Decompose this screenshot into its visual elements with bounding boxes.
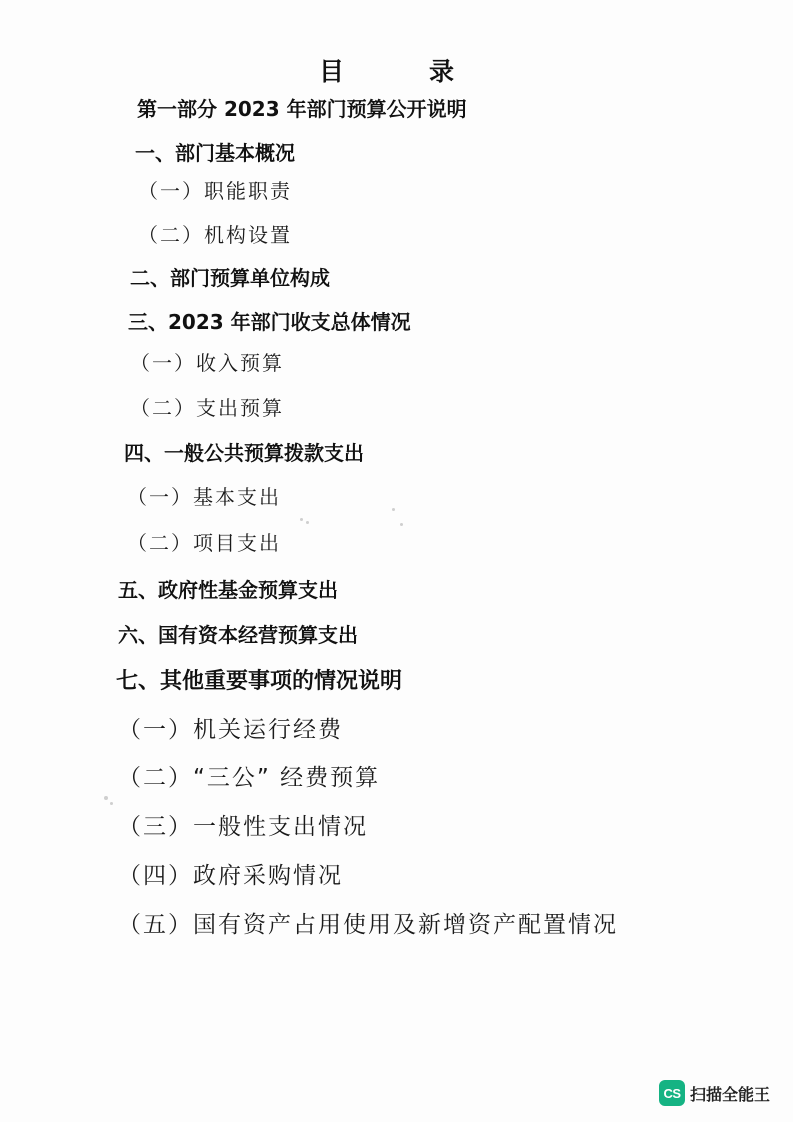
toc-entry-7-2: （二）“三公” 经费预算	[118, 765, 381, 791]
toc-entry-3-1: （一）收入预算	[130, 351, 284, 375]
toc-entry-3-2: （二）支出预算	[130, 396, 284, 420]
toc-entry-section-1: 一、部门基本概况	[135, 141, 295, 165]
toc-entry-7-3: （三）一般性支出情况	[118, 814, 368, 840]
toc-entry-4-2: （二）项目支出	[127, 531, 281, 555]
toc-entry-section-4: 四、一般公共预算拨款支出	[124, 441, 364, 465]
toc-entry-section-3: 三、2023 年部门收支总体情况	[128, 310, 411, 334]
toc-entry-1-2: （二）机构设置	[138, 223, 292, 247]
toc-entry-section-5: 五、政府性基金预算支出	[118, 578, 338, 602]
watermark-text: 扫描全能王	[690, 1084, 771, 1104]
scanner-watermark	[659, 1079, 770, 1107]
toc-entry-section-6: 六、国有资本经营预算支出	[118, 623, 358, 647]
cs-logo-icon: CS	[659, 1080, 685, 1106]
toc-entry-part-one: 第一部分 2023 年部门预算公开说明	[137, 97, 467, 121]
toc-entry-section-2: 二、部门预算单位构成	[130, 266, 330, 290]
toc-entry-section-7: 七、其他重要事项的情况说明	[116, 669, 403, 694]
toc-entry-1-1: （一）职能职责	[138, 179, 292, 203]
toc-entry-4-1: （一）基本支出	[127, 485, 281, 509]
toc-entry-7-4: （四）政府采购情况	[118, 863, 343, 889]
toc-title: 目 录	[318, 57, 484, 86]
toc-entry-7-5: （五）国有资产占用使用及新增资产配置情况	[118, 912, 618, 938]
toc-entry-7-1: （一）机关运行经费	[118, 717, 343, 743]
